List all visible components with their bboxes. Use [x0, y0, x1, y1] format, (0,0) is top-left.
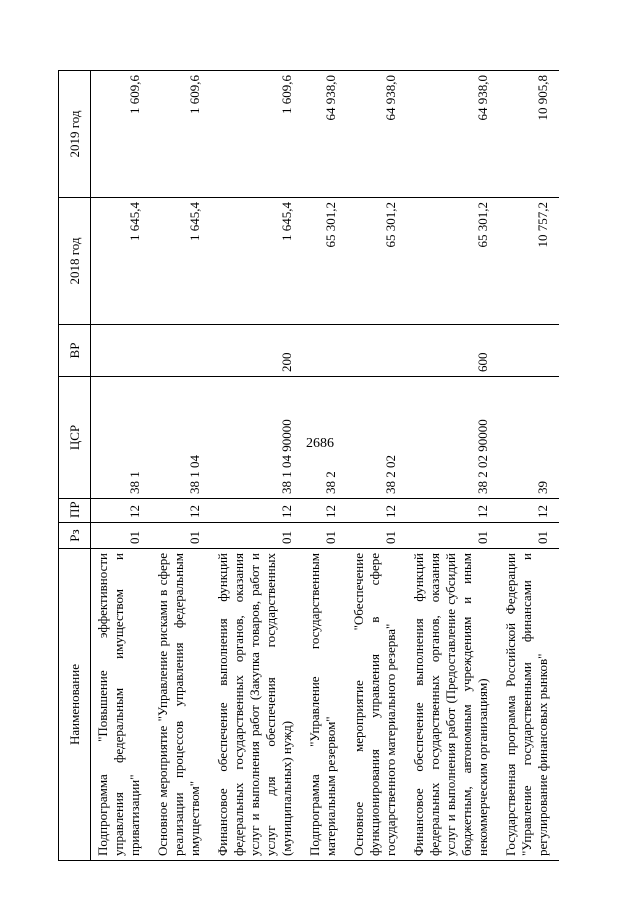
table-row [499, 71, 559, 861]
page-number: 2686 [306, 436, 334, 451]
row-name: Государственная программа Российской Федерации "Управление государственными финансами и регулирование финансовых рынков" [499, 549, 559, 861]
header-2018: 2018 год [59, 198, 91, 325]
row-pr: 12 [303, 499, 347, 523]
row-name: Финансовое обеспечение выполнения функций федеральных государственных органов, оказания услуг и выполнения работ (Предоставление субсидий бюджетным, автономным учреждениям и иным некоммерческим организациям) [407, 549, 499, 861]
row-rz: 01 [499, 523, 559, 549]
row-pr: 12 [151, 499, 211, 523]
row-rz: 01 [91, 523, 152, 549]
header-pr: ПР [59, 499, 91, 523]
row-vr: 200 [211, 325, 303, 377]
row-vr [347, 325, 407, 377]
budget-table [58, 70, 559, 861]
row-csr: 38 1 [91, 377, 152, 499]
row-name: Подпрограмма "Повышение эффективности управления федеральным имуществом и приватизации" [91, 549, 152, 861]
table-row [407, 71, 499, 861]
row-rz: 01 [407, 523, 499, 549]
row-2018: 1 645,4 [91, 198, 152, 325]
row-name: Основное мероприятие "Управление рисками в сфере реализации процессов управления федеральным имуществом" [151, 549, 211, 861]
table-row [211, 71, 303, 861]
table-row [347, 71, 407, 861]
header-csr: ЦСР [59, 377, 91, 499]
row-rz: 01 [211, 523, 303, 549]
row-csr: 38 2 02 [347, 377, 407, 499]
row-2018: 65 301,2 [407, 198, 499, 325]
row-vr: 600 [407, 325, 499, 377]
row-vr [91, 325, 152, 377]
rotated-page-content [58, 71, 640, 861]
row-2019: 10 905,8 [499, 71, 559, 198]
row-2019: 1 609,6 [211, 71, 303, 198]
table-row [303, 71, 347, 861]
row-2019: 64 938,0 [407, 71, 499, 198]
row-csr: 38 2 [303, 377, 347, 499]
row-rz: 01 [347, 523, 407, 549]
row-vr [499, 325, 559, 377]
row-rz: 01 [303, 523, 347, 549]
row-pr: 12 [407, 499, 499, 523]
row-2018: 65 301,2 [303, 198, 347, 325]
table-header-row [59, 71, 91, 861]
row-vr [151, 325, 211, 377]
row-2018: 1 645,4 [211, 198, 303, 325]
row-csr: 39 [499, 377, 559, 499]
header-rz: Рз [59, 523, 91, 549]
row-csr: 38 1 04 90000 [211, 377, 303, 499]
row-2019: 1 609,6 [151, 71, 211, 198]
row-2018: 10 757,2 [499, 198, 559, 325]
row-pr: 12 [347, 499, 407, 523]
row-name: Основное мероприятие "Обеспечение функционирования управления в сфере государственного материального резерва" [347, 549, 407, 861]
table-row [151, 71, 211, 861]
row-pr: 12 [211, 499, 303, 523]
header-vr: ВР [59, 325, 91, 377]
table-row [91, 71, 152, 861]
header-2019: 2019 год [59, 71, 91, 198]
row-2019: 64 938,0 [347, 71, 407, 198]
row-name: Подпрограмма "Управление государственным материальным резервом" [303, 549, 347, 861]
row-csr: 38 2 02 90000 [407, 377, 499, 499]
row-rz: 01 [151, 523, 211, 549]
row-2018: 65 301,2 [347, 198, 407, 325]
header-name: Наименование [59, 549, 91, 861]
row-pr: 12 [91, 499, 152, 523]
row-2019: 64 938,0 [303, 71, 347, 198]
row-pr: 12 [499, 499, 559, 523]
row-2018: 1 645,4 [151, 198, 211, 325]
row-csr: 38 1 04 [151, 377, 211, 499]
row-vr [303, 325, 347, 377]
row-2019: 1 609,6 [91, 71, 152, 198]
row-name: Финансовое обеспечение выполнения функций федеральных государственных органов, оказания услуг и выполнения работ (Закупка товаров, работ и услуг для обеспечения государственных (муниципальных) нужд) [211, 549, 303, 861]
